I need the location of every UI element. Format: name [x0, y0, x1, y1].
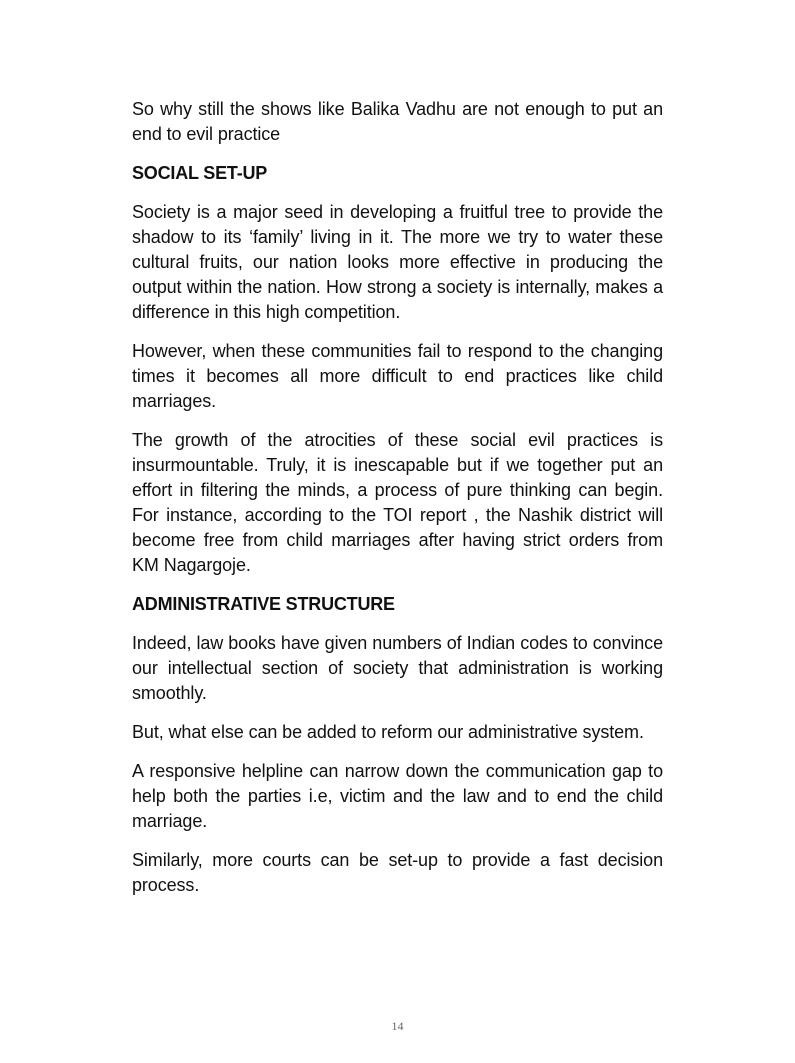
- paragraph-more-courts: Similarly, more courts can be set-up to provide a fast decision process.: [132, 850, 663, 895]
- paragraph-communities-fail: However, when these communities fail to respond to the changing times it becomes all more difficult to end practices like child marriages.: [132, 341, 663, 411]
- heading-administrative-structure: ADMINISTRATIVE STRUCTURE: [132, 594, 395, 614]
- document-body: [132, 97, 663, 912]
- paragraph-helpline: A responsive helpline can narrow down the communication gap to help both the parties i.e, victim and the law and to end the child marriage.: [132, 761, 663, 831]
- paragraph-intro: So why still the shows like Balika Vadhu are not enough to put an end to evil practice: [132, 99, 663, 144]
- paragraph-law-books: Indeed, law books have given numbers of Indian codes to convince our intellectual section of society that administration is working smoothly.: [132, 633, 663, 703]
- paragraph-reform-question: But, what else can be added to reform our administrative system.: [132, 722, 644, 742]
- paragraph-society-seed: Society is a major seed in developing a fruitful tree to provide the shadow to its ‘family’ living in it. The more we try to water these cultural fruits, our nation looks more effective in producing the output within the nation. How strong a society is internally, makes a difference in this high competition.: [132, 202, 663, 322]
- page-number: 14: [391, 1019, 404, 1033]
- paragraph-atrocities-growth: The growth of the atrocities of these social evil practices is insurmountable. Truly, it is inescapable but if we together put an effort in filtering the minds, a process of pure thinking can begin. For instance, according to the TOI report , the Nashik district will become free from child marriages after having strict orders from KM Nagargoje.: [132, 430, 663, 575]
- heading-social-set-up: SOCIAL SET-UP: [132, 163, 268, 183]
